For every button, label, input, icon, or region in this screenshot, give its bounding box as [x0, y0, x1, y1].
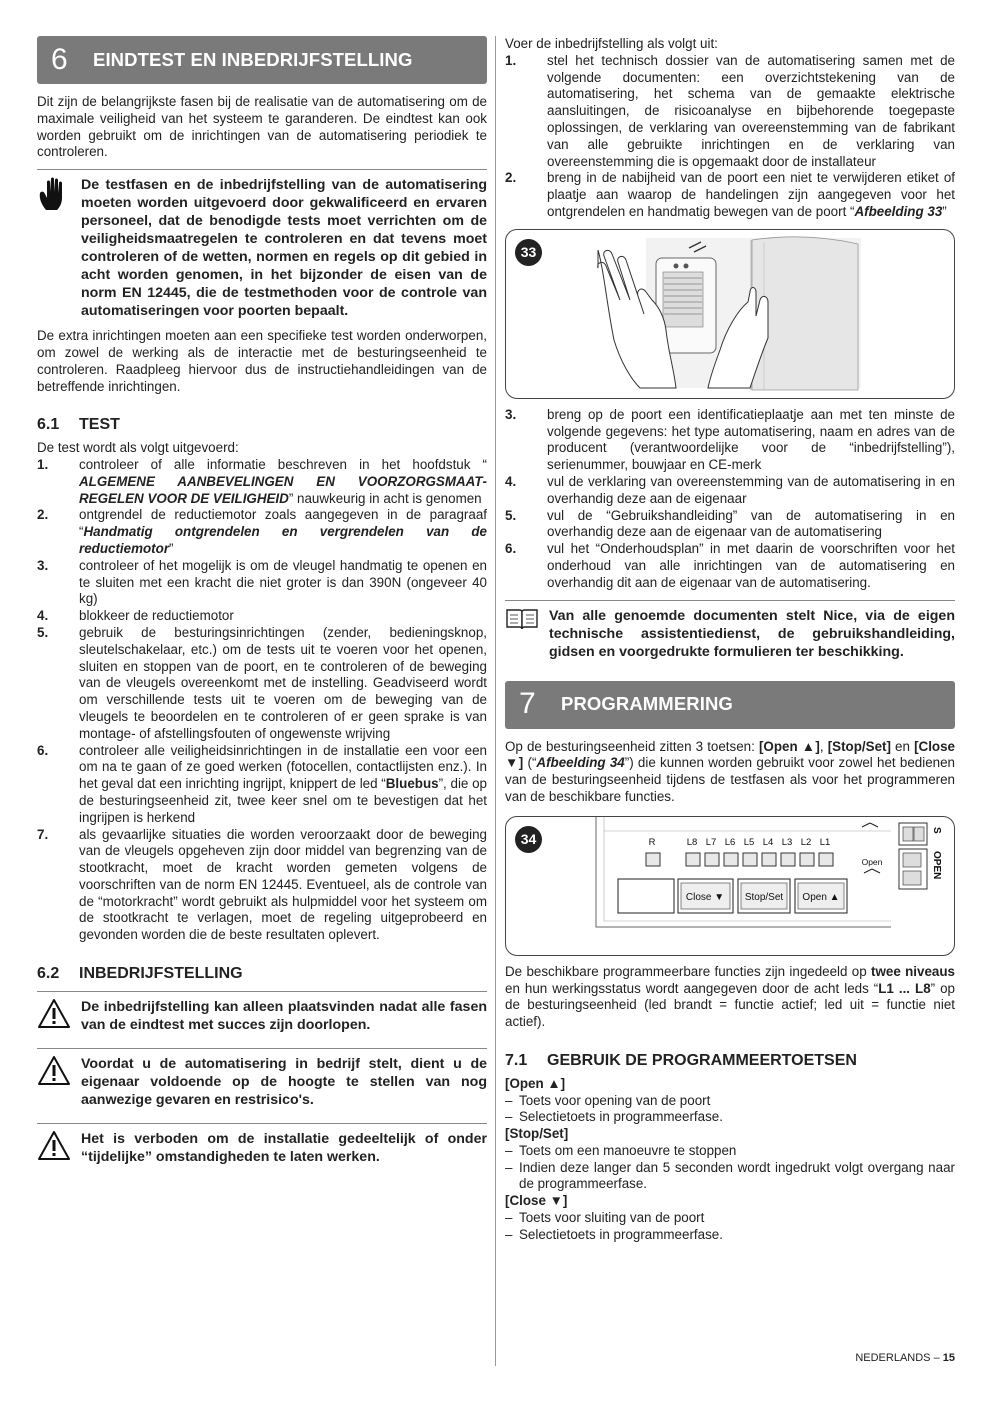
warning-triangle-icon: [37, 1130, 81, 1162]
divider: [37, 991, 487, 992]
figure-badge: 33: [515, 239, 542, 266]
step-number: 6.: [505, 541, 517, 557]
step-text: als gevaarlijke situaties die worden veroorzaakt door de beweging van de vleugels opgeheven zijn door middel van begrenzing van de stootkracht, moet de kracht worden gemeten volgens de voorschriften van de norm EN 12445. Eventueel, als de controle van de “motorkracht” wordt gebruikt als hulpmiddel voor het systeem om de stootkracht te verlagen, moet de regeling uitgeprobeerd en gevonden worden die de beste resultaten oplevert.: [79, 826, 487, 943]
led-indicator: [724, 853, 738, 866]
warning-text: Voordat u de automatisering in bedrijf stelt, dient u de eigenaar voldoende op de hoogte te stellen van nog aanwezige gevaren en restrisico's.: [81, 1055, 487, 1108]
step-number: 4.: [505, 473, 517, 489]
list-item: – Selectietoets in programmeerfase.: [505, 1109, 723, 1125]
list-item: – Toets voor sluiting van de poort: [505, 1210, 705, 1226]
led-label: L5: [743, 836, 755, 848]
key-description-list: [505, 1093, 955, 1127]
step-number: 6.: [37, 742, 49, 758]
test-steps-list: [37, 457, 487, 944]
section-7-1-heading: 7.1 GEBRUIK DE PROGRAMMEERTOETSEN: [505, 1051, 857, 1069]
extra-paragraph: De extra inrichtingen moeten aan een specifieke test worden onderworpen, om zowel de werking als de interactie met de besturingseenheid te controleren. Raadpleeg hiervoor dus de instructiehandleidingen van de betreffende inrichtingen.: [37, 328, 487, 394]
step-item: [37, 457, 487, 507]
commission-steps-b: [505, 407, 955, 592]
open-vertical-label: OPEN: [931, 850, 942, 880]
led-row: [646, 837, 833, 866]
programming-levels: De beschikbare programmeerbare functies zijn ingedeeld op twee niveaus en hun werkingsstatus wordt aangegeven door de acht leds “L1 ... L8” op de besturingseenheid (led brandt = functie actief; led uit = functie niet actief).: [505, 963, 956, 1030]
chapter-number: 7: [519, 687, 536, 721]
keys-list: [505, 1076, 955, 1244]
step-number: 2.: [505, 170, 517, 186]
step-item: [37, 827, 487, 945]
step-number: 7.: [37, 826, 49, 842]
step-number: 1.: [37, 456, 49, 472]
figure-34-control-board: [506, 817, 956, 957]
divider: [505, 600, 955, 601]
step-number: 1.: [505, 52, 517, 68]
warning-text: De inbedrijfstelling kan alleen plaatsvinden nadat alle fasen van de eindtest met succes zijn doorlopen.: [81, 998, 487, 1033]
step-text: controleer of alle informatie beschreven in het hoofdstuk “ ALGEMENE AANBEVELINGEN EN VOORZORGSMAATREGELEN VOOR DE VEILIGHEID” nauwkeurig in acht is genomen: [79, 456, 487, 506]
step-text: controleer of het mogelijk is om de vleugel handmatig te openen en te sluiten met een kracht die niet groter is dan 390N (ongeveer 40 kg): [79, 557, 487, 607]
stopset-button-label: Stop/Set: [744, 891, 784, 903]
led-label: L7: [705, 836, 717, 848]
step-text: controleer alle veiligheidsinrichtingen in de installatie een voor een om na te gaan of ze goed werken (fotocellen, contactlijsten enz.). In het geval dat een inrichting ingrijpt, knippert de led “Bluebus”, die op de besturingseenheid zit, twee keer snel om te bevestigen dat het ingrijpen is herkend: [79, 742, 487, 825]
left-column: [37, 36, 487, 1180]
led-indicator: [686, 853, 700, 866]
step-item: [505, 170, 955, 220]
chapter-title: EINDTEST EN INBEDRIJFSTELLING: [93, 48, 413, 70]
step-item: [37, 743, 487, 827]
step-text: stel het technisch dossier van de automatisering samen met de volgende documenten: een overzichtstekening van de automatisering, het schema van de gemaakte elektrische aansluitingen, de risicoanalyse en bijbehorende toegepaste oplossingen, de verklaring van overeenstemming van de fabrikant van alle gebruikte inrichtingen en de verklaring van overeenstemming die is opgemaakt door de installateur: [547, 52, 955, 169]
led-indicator: [743, 853, 757, 866]
led-indicator: [646, 853, 660, 866]
key-name: [Open ▲]: [505, 1075, 566, 1091]
step-number: 5.: [505, 507, 517, 523]
step-text: breng in de nabijheid van de poort een niet te verwijderen etiket of plaatje aan waarop de handelingen zijn aangegeven voor het ontgrendelen en handmatig bewegen van de poort “Afbeelding 33”: [547, 170, 955, 219]
list-item: – Toets voor opening van de poort: [505, 1092, 711, 1108]
figure-33-illustration: [506, 230, 956, 400]
led-indicator: [819, 853, 833, 866]
step-text: vul de verklaring van overeenstemming van de automatisering in en overhandig deze aan de eigenaar: [547, 473, 955, 506]
list-item: – Indien deze langer dan 5 seconden wordt ingedrukt volgt overgang naar de programmeerfase.: [505, 1159, 955, 1192]
section-6-1-lead: De test wordt als volgt uitgevoerd:: [37, 440, 239, 456]
step-number: 4.: [37, 608, 49, 624]
step-item: [505, 508, 955, 542]
hand-note: [37, 176, 487, 320]
page-footer: [855, 1350, 955, 1367]
dash-bullet: –: [505, 1142, 513, 1158]
warning-note: [37, 1055, 487, 1109]
warnings-list: [37, 991, 487, 1166]
s-vertical-label: S: [931, 826, 942, 834]
step-item: [37, 608, 487, 625]
key-description-list: [505, 1143, 955, 1193]
led-indicator: [762, 853, 776, 866]
right-lead: Voer de inbedrijfstelling als volgt uit:: [505, 36, 718, 51]
step-item: [505, 53, 955, 171]
led-label: L4: [762, 836, 774, 848]
commission-steps-a: [505, 53, 955, 221]
key-name: [Stop/Set]: [505, 1126, 569, 1142]
led-label: L8: [686, 836, 698, 848]
chapter-7-header: [505, 681, 955, 729]
step-number: 5.: [37, 624, 49, 640]
warning-note: [37, 998, 487, 1034]
warning-note: [37, 1130, 487, 1166]
page-number: 15: [942, 1352, 955, 1364]
step-item: [505, 541, 955, 591]
list-item: – Toets om een manoeuvre te stoppen: [505, 1142, 737, 1158]
book-note: [505, 607, 955, 661]
key-description-list: [505, 1210, 955, 1244]
step-text: breng op de poort een identificatieplaatje aan met ten minste de volgende gegevens: het type automatisering, naam en adres van de producent (verantwoordelijke voor de “inbedrijfstelling”), serienummer, bouwjaar en CE-merk: [547, 406, 955, 473]
dash-bullet: –: [505, 1159, 513, 1175]
footer-language: NEDERLANDS –: [855, 1352, 943, 1364]
step-text: blokkeer de reductiemotor: [79, 608, 234, 624]
open-button-label: Open ▲: [802, 891, 840, 903]
chapter-number: 6: [51, 42, 68, 76]
step-text: ontgrendel de reductiemotor zoals aangegeven in de paragraaf “Handmatig ontgrendelen en vergrendelen van de reductiemotor”: [79, 507, 487, 556]
led-label: L1: [819, 836, 831, 848]
chapter-title: PROGRAMMERING: [561, 693, 733, 715]
led-label: L2: [800, 836, 812, 848]
led-indicator: [800, 853, 814, 866]
led-label: R: [648, 836, 656, 848]
step-item: [37, 558, 487, 608]
step-text: vul het “Onderhoudsplan” in met daarin de voorschriften voor het onderhoud van alle inrichtingen van de automatisering en overhandig dit aan de eigenaar van de automatisering.: [547, 541, 955, 590]
intro-paragraph: Dit zijn de belangrijkste fasen bij de realisatie van de automatisering om de maximale veiligheid van het systeem te garanderen. De eindtest kan ook worden gebruikt om de inrichtingen van de automatisering periodiek te controleren.: [37, 94, 487, 160]
list-item: – Selectietoets in programmeerfase.: [505, 1226, 723, 1242]
right-column: [505, 36, 955, 1244]
led-label: L6: [724, 836, 736, 848]
step-number: 3.: [37, 557, 49, 573]
warning-triangle-icon: [37, 998, 81, 1030]
step-number: 2.: [37, 507, 49, 523]
step-item: [37, 507, 487, 557]
open-small-label: Open: [861, 856, 883, 867]
warning-text: Het is verboden om de installatie gedeeltelijk of onder “tijdelijke” omstandigheden te laten werken.: [81, 1130, 487, 1165]
programming-intro: Op de besturingseenheid zitten 3 toetsen: [Open ▲], [Stop/Set] en [Close ▼] (“Afbeelding 34”) die kunnen worden gebruikt voor zowel het bedienen van de besturingseenheid tijdens de testfasen als voor het programmeren van de beschikbare functies.: [505, 738, 955, 804]
step-item: [505, 407, 955, 474]
book-icon: [505, 607, 549, 631]
step-item: [37, 625, 487, 743]
column-divider: [495, 36, 496, 1366]
step-text: gebruik de besturingsinrichtingen (zender, bedieningsknop, sleutelschakelaar, etc.) om de tests uit te voeren voor het openen, sluiten en stoppen van de poort, en te controleren of de beweging van de vleugels overeenkomt met de instelling. Geadviseerd wordt om verschillende tests uit te voeren om de beweging van de vleugels te beoordelen en te controleren of er geen sprake is van montage- of afstellingsfouten of ongewenste wrijving: [79, 624, 487, 741]
led-indicator: [781, 853, 795, 866]
divider: [37, 169, 487, 170]
close-button-label: Close ▼: [685, 891, 725, 903]
led-indicator: [705, 853, 719, 866]
led-label: L3: [781, 836, 793, 848]
chapter-6-header: [37, 36, 487, 84]
key-name: [Close ▼]: [505, 1193, 568, 1209]
warning-triangle-icon: [37, 1055, 81, 1087]
hand-stop-icon: [37, 176, 81, 212]
figure-34: [505, 816, 955, 956]
step-number: 3.: [505, 406, 517, 422]
figure-badge: 34: [515, 826, 542, 853]
divider: [37, 1123, 487, 1124]
dash-bullet: –: [505, 1226, 513, 1242]
section-6-1-heading: 6.1 TEST: [37, 416, 120, 434]
dash-bullet: –: [505, 1109, 513, 1125]
figure-33: [505, 229, 955, 399]
step-text: vul de “Gebruikshandleiding” van de automatisering in en overhandig deze aan de eigenaar van de automatisering: [547, 507, 955, 540]
step-item: [505, 474, 955, 508]
hand-note-text: De testfasen en de inbedrijfstelling van de automatisering moeten worden uitgevoerd door gekwalificeerd en ervaren personeel, dat de benodigde tests moet verrichten om de veiligheidsmaatregelen te controleren en dat tevens moet controleren of de wetten, normen en regels op dit gebied in acht worden genomen, in het bijzonder de eisen van de norm EN 12445, die de testmethoden voor de controle van automatiseringen voor poorten bepaalt.: [81, 177, 487, 320]
section-6-2-heading: 6.2 INBEDRIJFSTELLING: [37, 965, 243, 983]
dash-bullet: –: [505, 1092, 513, 1108]
book-note-text: Van alle genoemde documenten stelt Nice, via de eigen technische assistentiedienst, de gebruikshandleiding, gidsen en voorgedrukte formulieren ter beschikking.: [549, 607, 955, 660]
divider: [37, 1048, 487, 1049]
dash-bullet: –: [505, 1210, 513, 1226]
